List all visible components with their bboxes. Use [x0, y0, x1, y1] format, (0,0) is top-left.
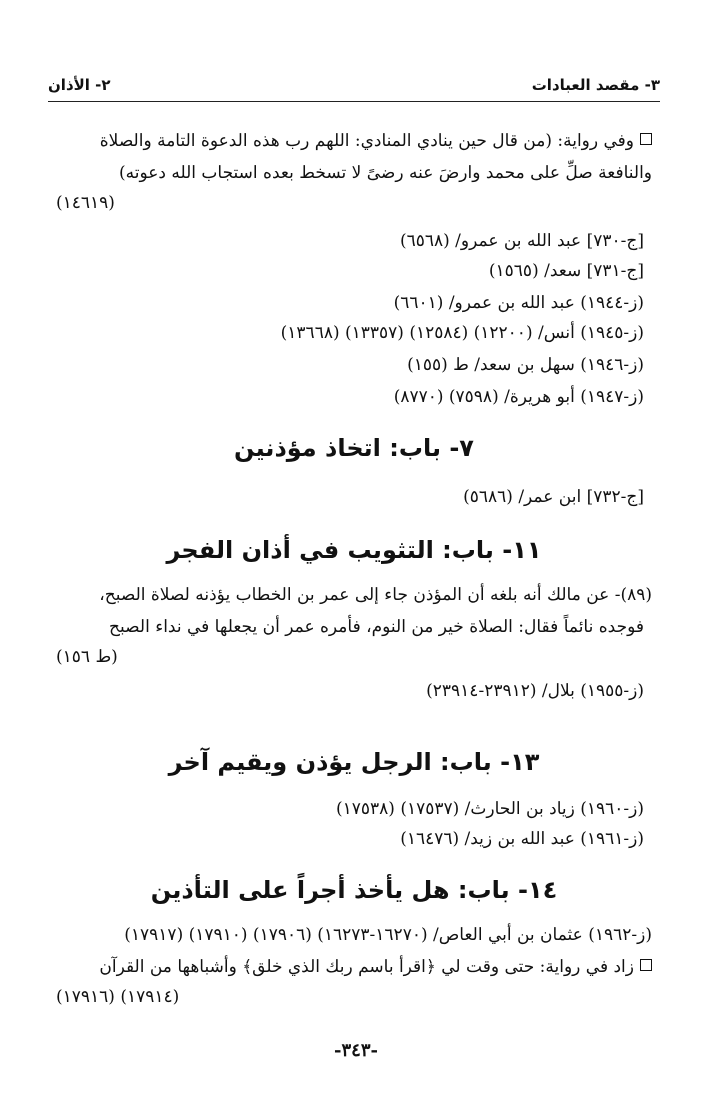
reference-line: (ز-١٩٤٦) سهل بن سعد/ ط (١٥٥) — [407, 355, 644, 375]
reference-line: (ز-١٩٤٧) أبو هريرة/ (٧٥٩٨) (٨٧٧٠) — [393, 387, 644, 407]
chapter-heading: ١١- باب: التثويب في أذان الفجر — [166, 536, 542, 564]
chapter-heading: ١٣- باب: الرجل يؤذن ويقيم آخر — [168, 748, 540, 776]
hadith-text-line: فوجده نائماً فقال: الصلاة خير من النوم، فأمره عمر أن يجعلها في نداء الصبح — [109, 617, 644, 637]
reference-line: [ج-٧٣٢] ابن عمر/ (٥٦٨٦) — [463, 487, 644, 507]
variant-narration-line: زاد في رواية: حتى وقت لي ﴿اقرأ باسم ربك الذي خلق﴾ وأشباهها من القرآن — [56, 954, 652, 980]
page-number: -٣٤٣- — [334, 1040, 378, 1061]
reference-line: (ز-١٩٤٥) أنس/ (١٢٢٠٠) (١٢٥٨٤) (١٣٣٥٧) (١٣٦٦٨) — [280, 323, 644, 343]
hadith-text-line: (٨٩)- عن مالك أنه بلغه أن المؤذن جاء إلى عمر بن الخطاب يؤذنه لصلاة الصبح، — [99, 585, 652, 605]
reference-line: [ج-٧٣١] سعد/ (١٥٦٥) — [488, 261, 644, 281]
reference-number: (١٧٩١٤) (١٧٩١٦) — [56, 987, 180, 1007]
header-chapter-title: ٢- الأذان — [48, 76, 111, 94]
header-divider — [48, 101, 660, 102]
reference-line: (ز-١٩٦٠) زياد بن الحارث/ (١٧٥٣٧) (١٧٥٣٨) — [336, 799, 644, 819]
reference-line: (ز-١٩٥٥) بلال/ (٢٣٩١٢-٢٣٩١٤) — [426, 681, 644, 701]
variant-narration-line: وفي رواية: (من قال حين ينادي المنادي: اللهم رب هذه الدعوة التامة والصلاة — [56, 128, 652, 154]
reference-line: (ز-١٩٦١) عبد الله بن زيد/ (١٦٤٧٦) — [400, 829, 644, 849]
reference-line: (ز-١٩٦٢) عثمان بن أبي العاص/ (١٦٢٧٠-١٦٢٧٣) (١٧٩٠٦) (١٧٩١٠) (١٧٩١٧) — [124, 925, 652, 945]
header-section-title: ٣- مقصد العبادات — [531, 76, 660, 94]
variant-narration-line: والنافعة صلِّ على محمد وارضَ عنه رضىً لا تسخط بعده استجاب الله دعوته) — [118, 163, 652, 183]
reference-number: (١٤٦١٩) — [56, 193, 115, 213]
reference-line: [ج-٧٣٠] عبد الله بن عمرو/ (٦٥٦٨) — [399, 231, 644, 251]
square-bullet-icon — [640, 959, 652, 971]
running-header — [48, 74, 660, 100]
reference-number: (ط ١٥٦) — [56, 647, 118, 667]
chapter-heading: ١٤- باب: هل يأخذ أجراً على التأذين — [150, 876, 558, 904]
chapter-heading: ٧- باب: اتخاذ مؤذنين — [234, 434, 474, 462]
square-bullet-icon — [640, 133, 652, 145]
reference-line: (ز-١٩٤٤) عبد الله بن عمرو/ (٦٦٠١) — [393, 293, 644, 313]
